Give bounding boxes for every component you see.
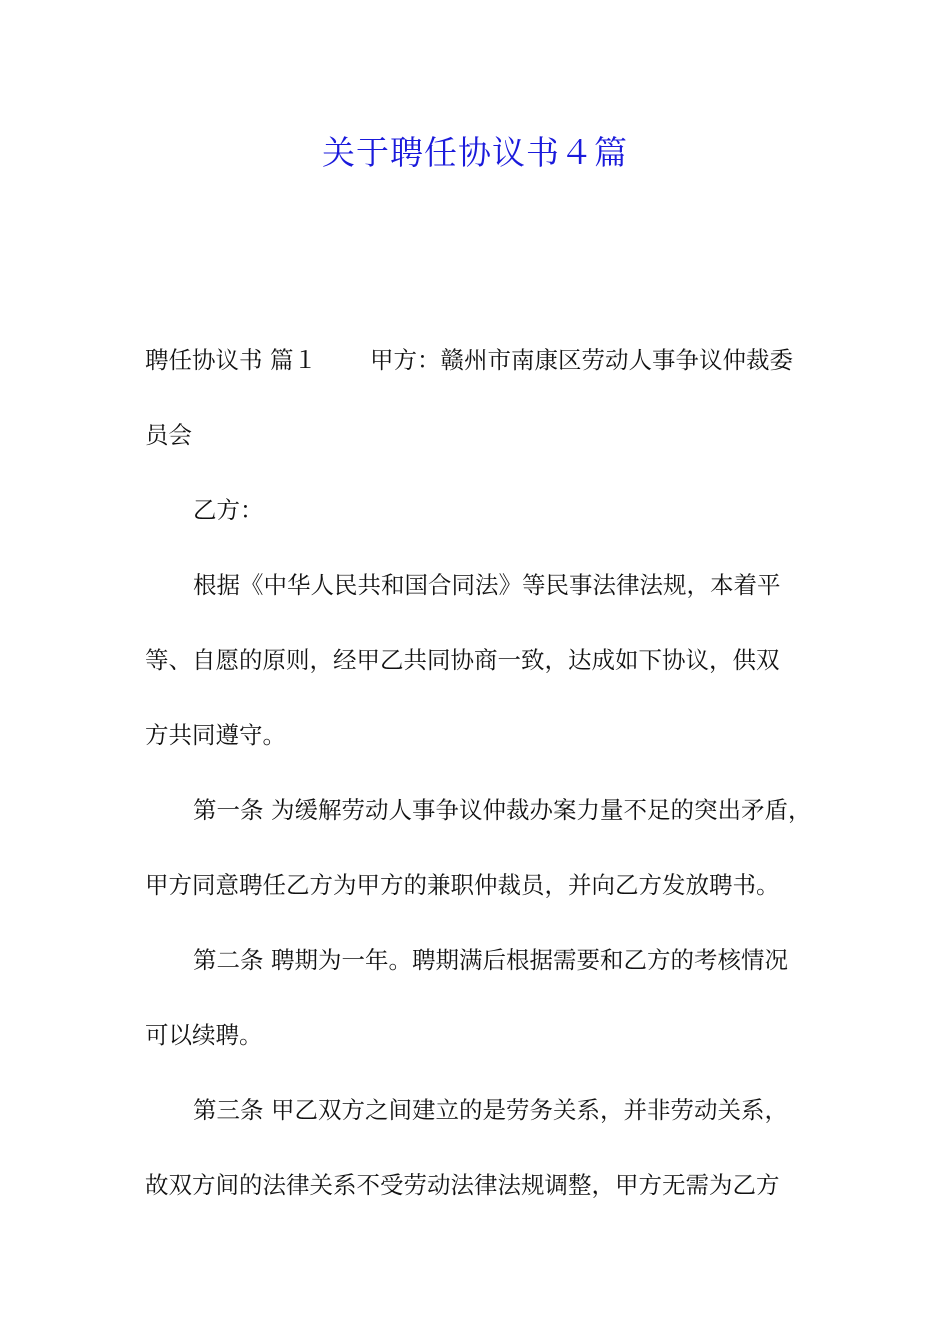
article-text: 第一条 为缓解劳动人事争议仲裁办案力量不足的突出矛盾， [193, 796, 812, 824]
section-heading: 聘任协议书 篇１ [145, 346, 317, 374]
party-a-text: 甲方：赣州市南康区劳动人事争议仲裁委 [370, 346, 793, 374]
paragraph-text: 等、自愿的原则，经甲乙共同协商一致，达成如下协议，供双 [145, 646, 780, 674]
paragraph-text: 可以续聘。 [145, 1021, 263, 1049]
paragraph-text: 员会 [145, 421, 192, 449]
party-b-text: 乙方： [193, 496, 264, 524]
article-text: 第二条 聘期为一年。聘期满后根据需要和乙方的考核情况 [193, 946, 788, 974]
article-text: 第三条 甲乙双方之间建立的是劳务关系，并非劳动关系， [193, 1096, 788, 1124]
paragraph-text: 甲方同意聘任乙方为甲方的兼职仲裁员，并向乙方发放聘书。 [145, 871, 780, 899]
document-title: 关于聘任协议书４篇 [322, 133, 628, 172]
paragraph-text: 故双方间的法律关系不受劳动法律法规调整，甲方无需为乙方 [145, 1171, 780, 1199]
paragraph-text: 根据《中华人民共和国合同法》等民事法律法规，本着平 [193, 571, 781, 599]
paragraph-text: 方共同遵守。 [145, 721, 286, 749]
